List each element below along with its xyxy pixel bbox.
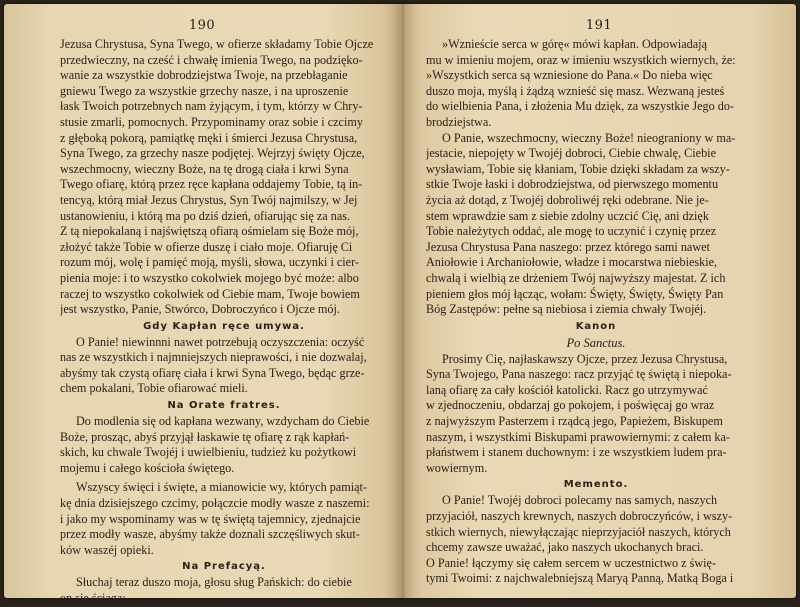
text-line: Syna Twojego, Pana naszego: racz przyjąć tę świętą i niepoka- (426, 367, 732, 382)
text-line: brodziejstwa. (426, 114, 492, 129)
heading-prefacya: Na Prefacyą. (182, 561, 266, 573)
heading-po-sanctus: Po Sanctus. (566, 335, 626, 350)
left-page (4, 4, 400, 605)
text-line: wanie za wszystkie dobrodziejstwa Twoje, na przebłaganie (60, 68, 348, 83)
text-line: życia aż dotąd, z Twojéj dobroliwéj ręki odebrane. Nie je- (426, 192, 709, 207)
text-line: Wszyscy święci i święte, a mianowicie wy, których pamiąt- (76, 480, 367, 495)
text-line: O Panie, wszechmocny, wieczny Boże! nieograniony w ma- (442, 130, 736, 145)
text-line: Tobie należytych oddać, ale mogę to uczynić i czynię przez (426, 224, 717, 239)
text-line: mu w imieniu mojem, oraz w imieniu wszystkich wiernych, że: (426, 52, 736, 67)
text-line: z najwyższym Pasterzem i rządcą jego, Papieżem, Biskupem (426, 414, 723, 429)
text-line: skich, ku chwale Twojéj i uwielbieniu, tudzież ku pożytkowi (60, 445, 357, 460)
text-line: »Wszystkich serca są wzniesione do Pana.« Do nieba więc (426, 68, 713, 83)
text-line: gniewu Twego za wszystkie grzechy nasze, i na uproszenie (60, 83, 349, 98)
left-paragraph-orate (60, 414, 388, 476)
text-line: wysławiam, Tobie się kłaniam, Tobie dzięki składam za wszy- (426, 161, 730, 176)
text-line: ustanowieniu, i którą ma po dziś dzień, ofiarując się za nas. (60, 208, 351, 223)
text-line: złożyć także Tobie w ofierze duszę i ciało moje. Ofiaruję Ci (60, 239, 353, 254)
right-page-text (426, 37, 766, 587)
text-line: stkich wiernych, niewyłączając nieprzyjaciół naszych, których (426, 524, 731, 539)
text-line: Jezusa Chrystusa Pana naszego: przez którego sami nawet (426, 239, 710, 254)
text-line: laną ofiarę za cały kościół katolicki. Racz go utrzymywać (426, 382, 708, 397)
text-line: przedwieczny, na cześć i chwałę imienia Twego, na podzięko- (60, 52, 363, 67)
text-line: chcemy zawsze uważać, jako naszych ukochanych braci. (426, 540, 704, 555)
text-line: »Wznieście serca w górę« mówi kapłan. Odpowiadają (442, 37, 707, 51)
text-line: płaństwem i stanem duchownym: i ze wszystkiem ludem pra- (426, 445, 727, 460)
text-line: Z tą niepokalaną i najświętszą ofiarą ośmielam się Boże mój, (60, 224, 359, 239)
text-line: O Panie! niewinnni nawet potrzebują oczyszczenia: oczyść (76, 334, 365, 349)
text-line: stusie zmarli, pomocnych. Przypominamy oraz sobie i czcimy (60, 114, 363, 129)
heading-orate-fratres: Na Orate fratres. (167, 400, 281, 412)
text-line: łask Twoich potrzebnych nam żyjącym, i tym, którzy w Chry- (60, 99, 363, 114)
text-line: Boże, prosząc, abyś przyjął łaskawie tę ofiarę z rąk kapłań- (60, 429, 350, 444)
text-line: raczej to wszystko cokolwiek od Ciebie mam, Twoje bowiem (60, 286, 360, 301)
text-line: abyśmy tak czystą ofiarę ciała i krwi Syna Twego, będąc grze- (60, 365, 365, 380)
text-line: O Panie! Twojéj dobroci polecamy nas samych, naszych (442, 493, 718, 508)
heading-memento: Memento. (563, 479, 629, 491)
text-line: przyjaciół, naszych krewnych, naszych dobroczyńców, i wszy- (426, 509, 733, 524)
right-paragraph-te-igitur (426, 352, 766, 477)
left-paragraph-saints (60, 480, 388, 558)
page-number-right: 191 (585, 18, 613, 33)
text-line: naszym, i wszystkimi Biskupami prawowiernymi: z całem ka- (426, 429, 730, 444)
text-line: O Panie! łączymy się całem sercem w uczestnictwo z świę- (426, 555, 717, 570)
text-line: pieniem głos mój łącząc, wołam: Święty, Święty, Święty Pan (426, 286, 724, 301)
text-line: Prosimy Cię, najłaskawszy Ojcze, przez Jezusa Chrystusa, (442, 351, 728, 366)
text-line: Jezusa Chrystusa, Syna Twego, w ofierze składamy Tobie Ojcze (60, 37, 374, 51)
text-line: jestacie, niepojęty w Twojéj dobroci, Ciebie chwalę, Ciebie (426, 146, 716, 161)
heading-kanon: Kanon (575, 320, 617, 332)
heading-lavabo: Gdy Kapłan ręce umywa. (143, 320, 305, 332)
right-page (402, 4, 796, 598)
text-line: jest wszystko, Panie, Stwórco, Dobroczyńco i Ojcze mój. (60, 302, 340, 317)
text-line: on się ściąga: (60, 591, 126, 605)
text-line: Syna Twego, za grzechy nasze podjętej. Wejrzyj święty Ojcze, (60, 146, 365, 161)
text-line: wowiernym. (426, 460, 488, 475)
page-number-left: 190 (188, 18, 216, 33)
right-paragraph-sanctus (426, 131, 766, 318)
text-line: do wielbienia Pana, i złożenia Mu dzięk, za wszystkie Jego do- (426, 99, 734, 114)
left-paragraph-lavabo (60, 335, 388, 397)
text-line: nas ze wszystkich i najmniejszych nieprawości, i nie dozwalaj, (60, 350, 367, 365)
text-line: stem wprawdzie sam z siebie zdolny uczcić Cię, ani dzięk (426, 208, 709, 223)
right-paragraph-memento (426, 493, 766, 587)
text-line: stkie Twoje łaski i dobrodziejstwa, od pierwszego momentu (426, 177, 719, 192)
text-line: chwalą i wielbią ze drżeniem Twój najwyższy majestat. Z ich (426, 270, 726, 285)
text-line: mojemu i całego kościoła świętego. (60, 460, 235, 475)
left-page-text (60, 37, 388, 607)
text-line: w zjednoczeniu, obdarzaj go pokojem, i poświęcaj go wraz (426, 398, 715, 413)
left-paragraph-offertory (60, 37, 388, 318)
text-line: pienia moje: i to wszystko cokolwiek mojego być może: albo (60, 270, 359, 285)
text-line: przez modły wasze, abyśmy także doznali szczęśliwych skut- (60, 527, 360, 542)
text-line: chem pokalani, Tobie ofiarować mieli. (60, 381, 248, 396)
text-line: ków waszéj opieki. (60, 542, 154, 557)
text-line: wszechmocny, wieczny Boże, na tę drogą ciała i krwi Syna (60, 161, 349, 176)
text-line: Słuchaj teraz duszo moja, głosu sług Pańskich: do ciebie (76, 575, 352, 590)
text-line: kę dnia dzisiejszego czcimy, połączcie modły wasze z naszemi: (60, 496, 370, 511)
text-line: Bóg Zastępów: pełne są niebiosa i ziemia chwały Twojéj. (426, 302, 707, 317)
text-line: Do modlenia się od kapłana wezwany, wzdycham do Ciebie (76, 414, 370, 429)
text-line: Twego ofiarę, którą przez ręce kapłana oddajemy Tobie, tą in- (60, 177, 363, 192)
text-line: tymi Twoimi: z najchwalebniejszą Maryą Panną, Matką Boga i (426, 571, 734, 586)
text-line: z głęboką pokorą, pamiątkę męki i śmierci Jezusa Chrystusa, (60, 130, 358, 145)
open-book-spread (4, 4, 796, 605)
text-line: rozum mój, wolę i pamięć moją, myśli, słowa, uczynki i cier- (60, 255, 359, 270)
text-line: Aniołowie i Archaniołowie, władze i mocarstwa niebieskie, (426, 255, 718, 270)
text-line: duszo moja, myślą i żądzą wznieść się masz. Wezwaną jesteś (426, 83, 725, 98)
text-line: tencyą, którą miał Jezus Chrystus, Syn Twój najmilszy, w Jej (60, 192, 358, 207)
text-line: i jako my wspominamy was w tę świętą tajemnicy, zjednajcie (60, 511, 361, 526)
right-paragraph-sursum (426, 37, 766, 131)
